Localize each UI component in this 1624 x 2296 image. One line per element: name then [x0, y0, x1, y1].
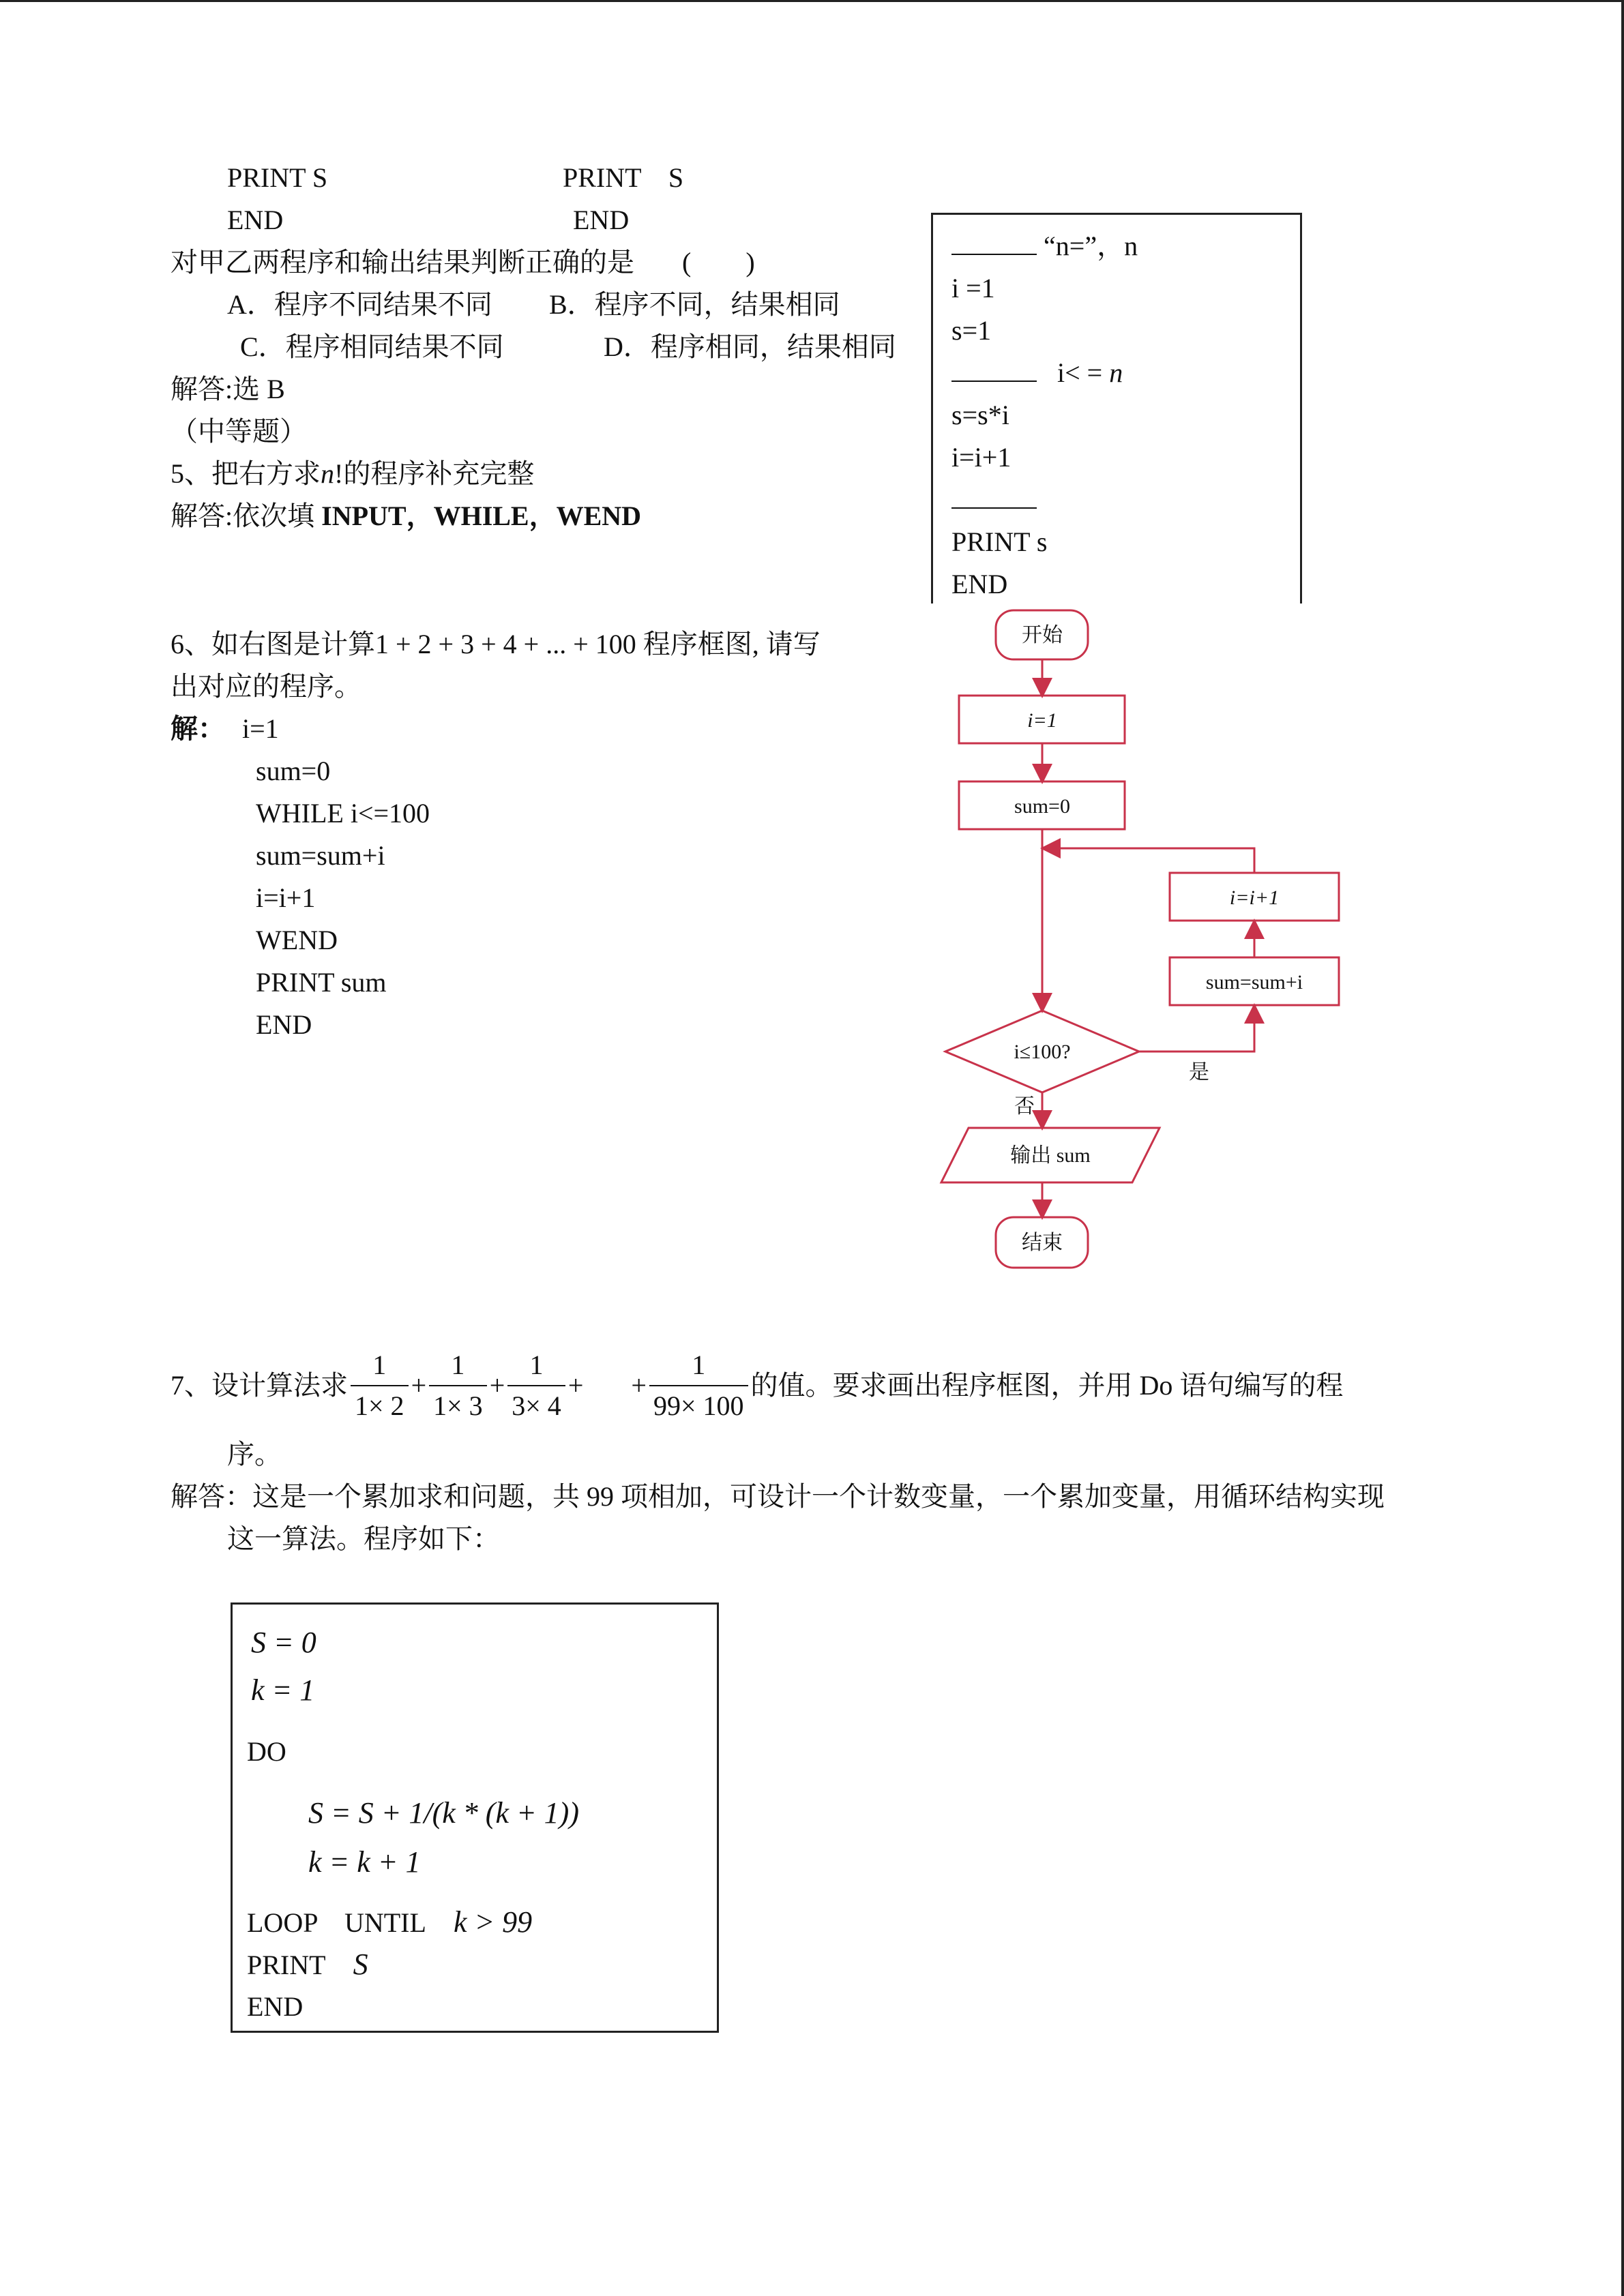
q7-program-line-3: DO — [247, 1736, 286, 1767]
q7-fraction-2-num: 1 — [429, 1345, 487, 1386]
q6-code-line-3: WHILE i<=100 — [256, 798, 430, 829]
q4-difficulty: （中等题） — [171, 416, 307, 447]
q5-box-line-2: i =1 — [951, 273, 995, 303]
q5-box-line-4-var: n — [1109, 357, 1123, 388]
q6-solution-label: 解： — [171, 713, 225, 744]
flow-output-label: 输出 sum — [1010, 1144, 1091, 1167]
q7-program-line-8: END — [247, 1991, 304, 2022]
flow-init-i-label: i=1 — [1027, 709, 1057, 732]
q5-box-line-7 — [951, 479, 1037, 521]
q4-answer: 解答:选 B — [171, 374, 285, 404]
q7-fraction-2-den: 1× 3 — [433, 1390, 483, 1421]
q7-fraction-last-num: 1 — [649, 1345, 748, 1386]
q7-program-line-7 — [247, 1943, 368, 1986]
right-program-end: END — [573, 205, 630, 235]
left-program-end: END — [227, 205, 284, 235]
q7-fraction-3-den: 3× 4 — [512, 1390, 561, 1421]
q6-code-line-4: sum=sum+i — [256, 840, 385, 871]
q7-fraction-last — [649, 1345, 748, 1426]
q5-blank-3 — [951, 480, 1037, 509]
flow-arrow-loop-back — [1044, 848, 1254, 873]
q6-flowchart — [914, 600, 1350, 1289]
q7-fraction-2 — [429, 1345, 487, 1426]
q7-fraction-1-den: 1× 2 — [355, 1390, 404, 1421]
flow-no-label: 否 — [1014, 1095, 1035, 1118]
q6-question-suffix: 程序框图, 请写 — [636, 629, 821, 659]
q5-question-prefix: 5、把右方求 — [171, 458, 321, 489]
q7-fraction-last-den: 99× 100 — [653, 1390, 744, 1421]
q5-blank-1 — [951, 226, 1037, 255]
flow-yes-label: 是 — [1189, 1061, 1209, 1084]
q5-answer — [171, 495, 641, 537]
q5-answer-fill: INPUT，WHILE，WEND — [321, 501, 642, 531]
page-top-border — [0, 0, 1624, 2]
q5-blank-2 — [951, 353, 1037, 382]
flow-increment-label: i=i+1 — [1229, 886, 1280, 909]
flow-accumulate-label: sum=sum+i — [1205, 971, 1303, 994]
q5-box-line-1-text: “n=”，n — [1044, 230, 1138, 261]
q4-question — [171, 241, 755, 284]
q5-n-variable: n — [321, 458, 334, 489]
q4-option-a: A．程序不同结果不同 — [227, 289, 492, 320]
q5-answer-prefix: 解答:依次填 — [171, 501, 322, 531]
q6-code-line-1: i=1 — [242, 713, 279, 744]
q7-answer-line-1: 解答：这是一个累加求和问题，共 99 项相加，可设计一个计数变量，一个累加变量，用循环结构实现 — [171, 1481, 1385, 1512]
q6-code-line-2: sum=0 — [256, 756, 331, 786]
q7-fraction-1-num: 1 — [351, 1345, 409, 1386]
q5-box-line-1 — [951, 225, 1138, 267]
q6-code-line-8: END — [256, 1009, 312, 1040]
flow-start-label: 开始 — [1022, 624, 1063, 646]
q7-program-line-1: S = 0 — [251, 1626, 316, 1659]
q4-answer-bracket: ( ) — [682, 247, 755, 278]
q5-box-line-8: PRINT s — [951, 526, 1048, 557]
q6-question — [171, 623, 821, 666]
flow-end-label: 结束 — [1022, 1232, 1063, 1254]
q4-option-b: B．程序不同，结果相同 — [549, 289, 840, 320]
q7-question-line-2: 序。 — [227, 1439, 282, 1470]
q5-box-line-4-text: i< = — [1057, 357, 1110, 388]
q7-answer-line-2: 这一算法。程序如下： — [227, 1523, 500, 1554]
q7-program-line-5: k = k + 1 — [308, 1845, 421, 1879]
q5-box-line-5: s=s*i — [951, 400, 1009, 430]
q5-box-line-4 — [951, 352, 1123, 394]
q7-question-prefix: 7、设计算法求 — [171, 1370, 348, 1401]
q5-box-line-9: END — [951, 569, 1008, 599]
flow-init-sum-label: sum=0 — [1014, 795, 1070, 818]
q7-program-line-4: S = S + 1/(k * (k + 1)) — [308, 1796, 579, 1830]
q6-question-prefix: 6、如右图是计算 — [171, 629, 375, 659]
q5-box-line-6: i=i+1 — [951, 442, 1012, 473]
q5-box-line-3: s=1 — [951, 315, 992, 346]
q7-print-keyword: PRINT — [247, 1950, 326, 1980]
right-program-print: PRINT S — [563, 162, 684, 193]
page-right-border — [1621, 0, 1624, 2296]
q7-fraction-3 — [507, 1345, 565, 1426]
q5-question-suffix: !的程序补充完整 — [334, 458, 535, 489]
q7-print-variable: S — [353, 1948, 368, 1981]
q6-question-line-2: 出对应的程序。 — [171, 671, 361, 702]
q6-expression: 1 + 2 + 3 + 4 + ... + 100 — [375, 629, 636, 659]
q6-code-line-5: i=i+1 — [256, 882, 316, 913]
q7-loop-condition: k > 99 — [453, 1905, 533, 1939]
flow-condition-label: i≤100? — [1014, 1041, 1071, 1063]
q7-fraction-1 — [351, 1345, 409, 1426]
q4-option-d: D．程序相同，结果相同 — [604, 331, 896, 362]
q6-code-line-6: WEND — [256, 925, 338, 955]
q7-program-line-2: k = 1 — [251, 1673, 315, 1707]
q4-option-c: C．程序相同结果不同 — [240, 331, 504, 362]
flow-arrow-yes-branch — [1139, 1007, 1254, 1052]
q7-program-line-6 — [247, 1901, 532, 1944]
q7-question: 7、设计算法求 $\frac{1}{1\times 2}$ + $\frac{1}{1\times 3}$ + $\frac{1}{3\times 4}$ + + $\frac{1}{99\times 100}$ 的值。要求画出程序框图，并用 Do 语句编写的程 — [171, 1345, 1343, 1426]
q4-question-text: 对甲乙两程序和输出结果判断正确的是 — [171, 247, 634, 278]
q6-code-line-7: PRINT sum — [256, 967, 387, 998]
q7-loop-until: LOOP UNTIL — [247, 1907, 426, 1938]
left-program-print: PRINT S — [227, 162, 328, 193]
q7-fraction-3-num: 1 — [507, 1345, 565, 1386]
q7-question-suffix: 的值。要求画出程序框图，并用 Do 语句编写的程 — [750, 1370, 1344, 1401]
q5-question — [171, 453, 534, 495]
